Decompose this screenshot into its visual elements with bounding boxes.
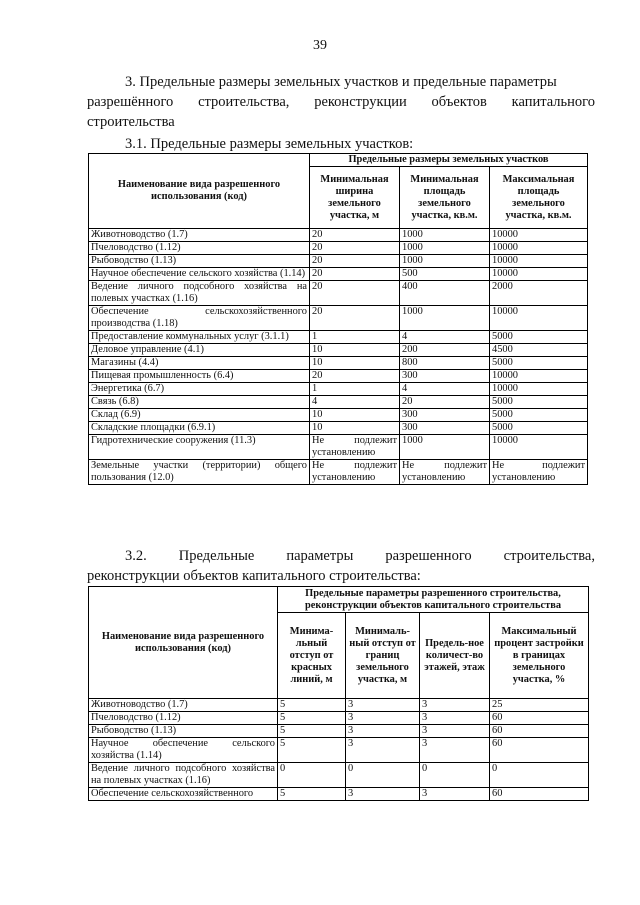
value-cell: 20 [310, 229, 400, 242]
table1-col-header: Минимальная площадь земельного участка, кв.м. [400, 167, 490, 229]
value-cell: Магазины (4.4) [89, 357, 310, 370]
land-plot-size-table [88, 153, 588, 485]
table2-col-header: Минималь-ный отступ от границ земельного участка, м [346, 613, 420, 699]
section-3-2-heading [87, 546, 595, 586]
table2-body [89, 699, 589, 801]
section-3-line-1: 3. Предельные размеры земельных участков и предельные параметры [125, 74, 557, 90]
value-cell: 1 [310, 331, 400, 344]
value-cell: 10000 [490, 383, 588, 396]
value-cell: Энергетика (6.7) [89, 383, 310, 396]
table-row [89, 357, 588, 370]
value-cell: 1000 [400, 306, 490, 331]
value-cell: Гидротехнические сооружения (11.3) [89, 435, 310, 460]
table-row [89, 460, 588, 485]
value-cell: Складские площадки (6.9.1) [89, 422, 310, 435]
value-cell: 20 [400, 396, 490, 409]
table-row [89, 422, 588, 435]
table-row [89, 763, 589, 788]
value-cell: 5 [278, 699, 346, 712]
table-row [89, 788, 589, 801]
value-cell: 20 [310, 281, 400, 306]
value-cell: 1000 [400, 229, 490, 242]
value-cell: 5000 [490, 331, 588, 344]
value-cell: 0 [490, 763, 589, 788]
value-cell: Не подлежит установлению [310, 435, 400, 460]
value-cell: Связь (6.8) [89, 396, 310, 409]
value-cell: 1000 [400, 435, 490, 460]
table-row [89, 268, 588, 281]
table-row [89, 306, 588, 331]
value-cell: 10000 [490, 435, 588, 460]
construction-parameters-table [88, 586, 589, 801]
table2-group-header: Предельные параметры разрешенного строительства, реконструкции объектов капитального строительства [278, 587, 589, 613]
value-cell: 3 [420, 699, 490, 712]
value-cell: 0 [420, 763, 490, 788]
value-cell: 4 [400, 331, 490, 344]
table2-col-header: Минима-льный отступ от красных линий, м [278, 613, 346, 699]
value-cell: 4500 [490, 344, 588, 357]
value-cell: 10000 [490, 306, 588, 331]
table-row [89, 409, 588, 422]
value-cell: 20 [310, 268, 400, 281]
table-row [89, 699, 589, 712]
value-cell: Рыбоводство (1.13) [89, 725, 278, 738]
value-cell: 3 [346, 725, 420, 738]
value-cell: 1 [310, 383, 400, 396]
value-cell: 10 [310, 344, 400, 357]
value-cell: 20 [310, 370, 400, 383]
value-cell: 5000 [490, 409, 588, 422]
value-cell: 800 [400, 357, 490, 370]
row-name-cell: Земельные участки (территории) общего пользования (12.0) [89, 460, 310, 485]
row-name-cell: Научное обеспечение сельского хозяйства (1.14) [89, 268, 310, 281]
value-cell: 20 [310, 255, 400, 268]
value-cell: 60 [490, 712, 589, 725]
table2-col-header: Максимальный процент застройки в границах земельного участка, % [490, 613, 589, 699]
table1-col-header: Минимальная ширина земельного участка, м [310, 167, 400, 229]
value-cell: 300 [400, 422, 490, 435]
value-cell: 10000 [490, 255, 588, 268]
table1-group-header: Предельные размеры земельных участков [310, 154, 588, 167]
value-cell: 10000 [490, 242, 588, 255]
value-cell: 3 [346, 788, 420, 801]
table-row [89, 383, 588, 396]
value-cell: 3 [420, 788, 490, 801]
value-cell: 60 [490, 725, 589, 738]
value-cell: Пчеловодство (1.12) [89, 712, 278, 725]
table-row [89, 435, 588, 460]
page-number: 39 [313, 38, 327, 53]
value-cell: Деловое управление (4.1) [89, 344, 310, 357]
value-cell: 10000 [490, 268, 588, 281]
table-row [89, 242, 588, 255]
value-cell: 3 [346, 712, 420, 725]
table-row [89, 344, 588, 357]
value-cell: 300 [400, 370, 490, 383]
value-cell: 3 [346, 699, 420, 712]
table2-name-header: Наименование вида разрешенного использования (код) [89, 587, 278, 699]
value-cell: 3 [420, 725, 490, 738]
value-cell: Не подлежит установлению [310, 460, 400, 485]
value-cell: 1000 [400, 242, 490, 255]
table-row [89, 738, 589, 763]
value-cell: 25 [490, 699, 589, 712]
value-cell: 10 [310, 422, 400, 435]
row-name-cell: Предоставление коммунальных услуг (3.1.1) [89, 331, 310, 344]
table1-col-header: Максимальная площадь земельного участка, кв.м. [490, 167, 588, 229]
value-cell: 3 [420, 738, 490, 763]
value-cell: 2000 [490, 281, 588, 306]
value-cell: 0 [346, 763, 420, 788]
value-cell: 5 [278, 712, 346, 725]
value-cell: 5 [278, 738, 346, 763]
section-3-heading [87, 72, 595, 132]
table-row [89, 725, 589, 738]
value-cell: Животноводство (1.7) [89, 229, 310, 242]
value-cell: Рыбоводство (1.13) [89, 255, 310, 268]
value-cell: 60 [490, 788, 589, 801]
value-cell: 3 [346, 738, 420, 763]
table1-body [89, 229, 588, 485]
value-cell: 0 [278, 763, 346, 788]
row-name-cell: Ведение личного подсобного хозяйства на полевых участках (1.16) [89, 763, 278, 788]
row-name-cell: Ведение личного подсобного хозяйства на полевых участках (1.16) [89, 281, 310, 306]
table1-name-header: Наименование вида разрешенного использования (код) [89, 154, 310, 229]
value-cell: 5000 [490, 396, 588, 409]
value-cell: 3 [420, 712, 490, 725]
value-cell: 4 [400, 383, 490, 396]
table-row [89, 370, 588, 383]
row-name-cell: Научное обеспечение сельского хозяйства (1.14) [89, 738, 278, 763]
table-row [89, 396, 588, 409]
value-cell: 5 [278, 725, 346, 738]
value-cell: 20 [310, 242, 400, 255]
row-name-cell: Обеспечение сельскохозяйственного производства (1.18) [89, 306, 310, 331]
section-3-2-line-2: реконструкции объектов капитального строительства: [87, 568, 421, 584]
value-cell: Не подлежит установлению [490, 460, 588, 485]
section-3-line-2: разрешённого строительства, реконструкции объектов капитального [87, 94, 595, 110]
value-cell: 4 [310, 396, 400, 409]
table2-col-header: Предель-ное количест-во этажей, этаж [420, 613, 490, 699]
table-row [89, 331, 588, 344]
value-cell: 500 [400, 268, 490, 281]
table-row [89, 281, 588, 306]
section-3-2-line-1: 3.2. Предельные параметры разрешенного строительства, [125, 548, 595, 564]
value-cell: 1000 [400, 255, 490, 268]
value-cell: 5000 [490, 422, 588, 435]
value-cell: Склад (6.9) [89, 409, 310, 422]
value-cell: 10000 [490, 370, 588, 383]
value-cell: Пчеловодство (1.12) [89, 242, 310, 255]
value-cell: 60 [490, 738, 589, 763]
value-cell: 10 [310, 357, 400, 370]
table-row [89, 255, 588, 268]
value-cell: 200 [400, 344, 490, 357]
value-cell: 20 [310, 306, 400, 331]
value-cell: 400 [400, 281, 490, 306]
value-cell: 5 [278, 788, 346, 801]
value-cell: 10000 [490, 229, 588, 242]
table-row [89, 712, 589, 725]
value-cell: 5000 [490, 357, 588, 370]
value-cell: 10 [310, 409, 400, 422]
row-name-cell: Обеспечение сельскохозяйственного [89, 788, 278, 801]
section-3-line-3: строительства [87, 114, 175, 130]
value-cell: Пищевая промышленность (6.4) [89, 370, 310, 383]
section-3-1-title: 3.1. Предельные размеры земельных участков: [125, 136, 414, 152]
value-cell: Животноводство (1.7) [89, 699, 278, 712]
value-cell: Не подлежит установлению [400, 460, 490, 485]
value-cell: 300 [400, 409, 490, 422]
table-row [89, 229, 588, 242]
